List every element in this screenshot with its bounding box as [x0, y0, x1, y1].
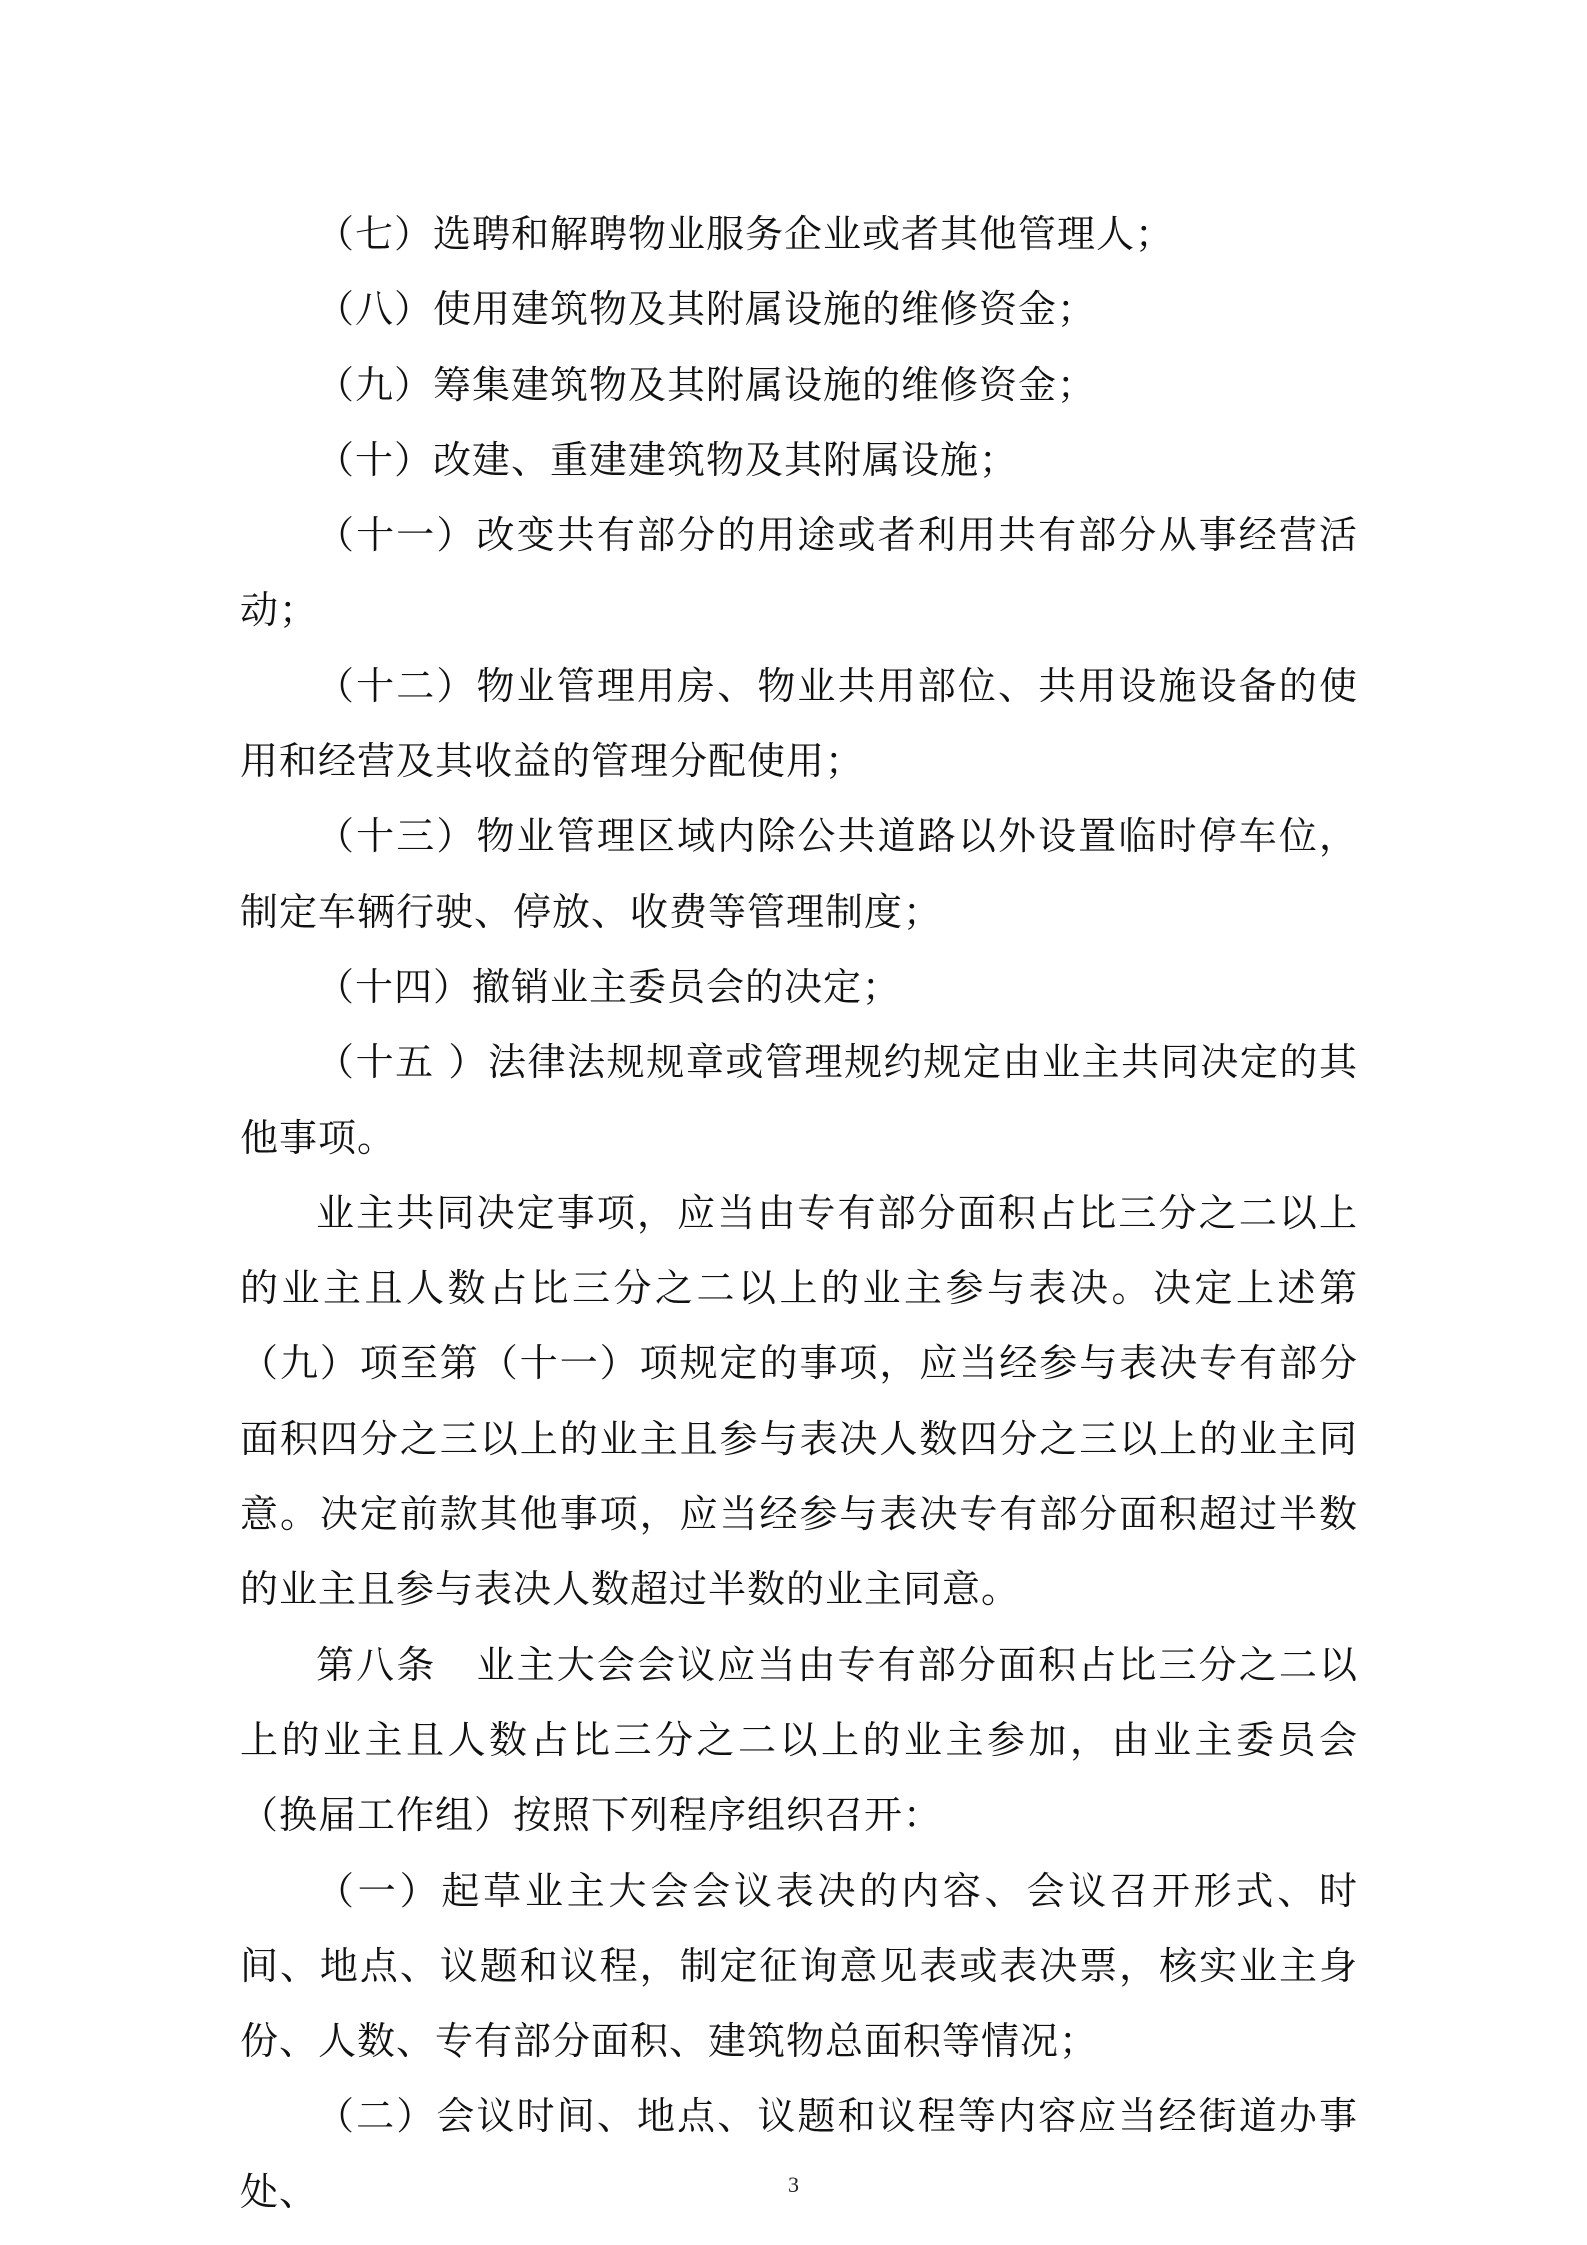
- voting-rules-paragraph: 业主共同决定事项，应当由专有部分面积占比三分之二以上的业主且人数占比三分之二以上的业主参与表决。决定上述第（九）项至第（十一）项规定的事项，应当经参与表决专有部分面积四分之三以上的业主且参与表决人数四分之三以上的业主同意。决定前款其他事项，应当经参与表决专有部分面积超过半数的业主且参与表决人数超过半数的业主同意。: [240, 1190, 1358, 1612]
- clause-item-7: （七）选聘和解聘物业服务企业或者其他管理人；: [316, 212, 1175, 256]
- clause-item-8: （八）使用建筑物及其附属设施的维修资金；: [316, 287, 1097, 332]
- clause-item-12: （十二）物业管理用房、物业共用部位、共用设施设备的使用和经营及其收益的管理分配使用；: [240, 663, 1358, 784]
- page-number: 3: [788, 2172, 799, 2197]
- clause-item-15: （十五 ）法律法规规章或管理规约规定由业主共同决定的其他事项。: [240, 1040, 1358, 1160]
- procedure-item-2: （二）会议时间、地点、议题和议程等内容应当经街道办事处、: [240, 2094, 1358, 2214]
- clause-item-9: （九）筹集建筑物及其附属设施的维修资金；: [316, 362, 1097, 407]
- document-body: [240, 197, 1358, 2230]
- clause-item-13: （十三）物业管理区域内除公共道路以外设置临时停车位，制定车辆行驶、停放、收费等管理制度；: [240, 814, 1358, 934]
- article-8-paragraph: 第八条 业主大会会议应当由专有部分面积占比三分之二以上的业主且人数占比三分之二以上的业主参加，由业主委员会（换届工作组）按照下列程序组织召开：: [240, 1642, 1358, 1838]
- procedure-item-1: （一）起草业主大会会议表决的内容、会议召开形式、时间、地点、议题和议程，制定征询意见表或表决票，核实业主身份、人数、专有部分面积、建筑物总面积等情况；: [240, 1868, 1358, 2064]
- clause-item-11: （十一）改变共有部分的用途或者利用共有部分从事经营活动；: [240, 513, 1358, 633]
- clause-item-10: （十）改建、重建建筑物及其附属设施；: [316, 437, 1019, 482]
- clause-item-14: （十四）撤销业主委员会的决定；: [316, 964, 902, 1009]
